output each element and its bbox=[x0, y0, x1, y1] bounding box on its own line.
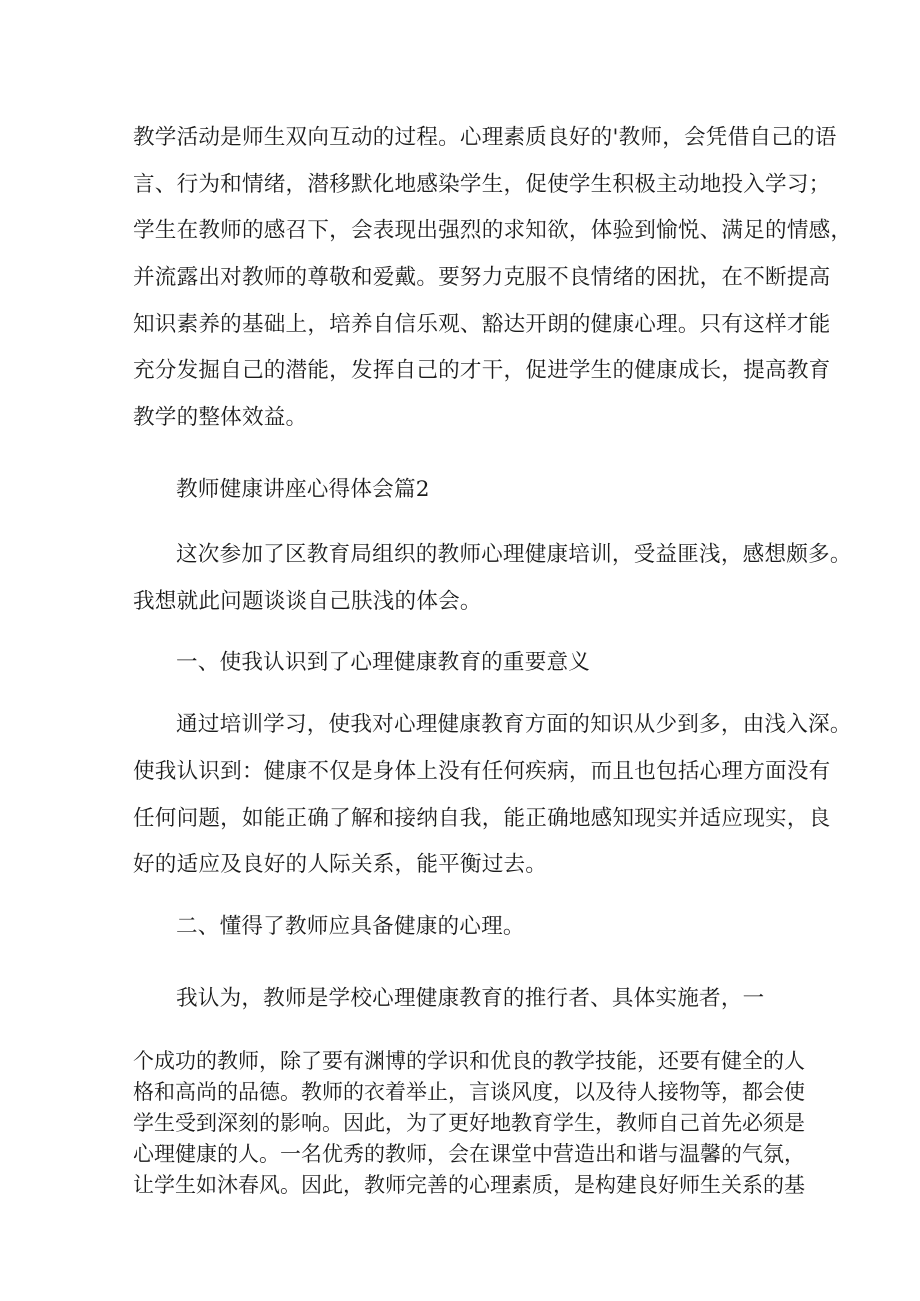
heading-one: 一、使我认识到了心理健康教育的重要意义 bbox=[176, 650, 591, 675]
paragraph-4-line-6: 让学生如沐春风。因此，教师完善的心理素质，是构建良好师生关系的基 bbox=[133, 1173, 805, 1197]
paragraph-4-line-4: 学生受到深刻的影响。因此，为了更好地教育学生，教师自己首先必须是 bbox=[133, 1111, 805, 1135]
paragraph-1-line-7: 教学的整体效益。 bbox=[133, 405, 308, 430]
paragraph-1-line-6: 充分发掘自己的潜能，发挥自己的才干，促进学生的健康成长，提高教育 bbox=[133, 358, 831, 383]
section-title: 教师健康讲座心得体会篇2 bbox=[176, 477, 430, 502]
paragraph-4-line-3: 格和高尚的品德。教师的衣着举止，言谈风度，以及待人接物等，都会使 bbox=[133, 1080, 805, 1104]
paragraph-1-line-3: 学生在教师的感召下，会表现出强烈的求知欲，体验到愉悦、满足的情感， bbox=[133, 218, 853, 243]
heading-two: 二、懂得了教师应具备健康的心理。 bbox=[176, 914, 525, 939]
paragraph-3-line-2: 使我认识到：健康不仅是身体上没有任何疾病，而且也包括心理方面没有 bbox=[133, 759, 831, 784]
paragraph-2-line-1: 这次参加了区教育局组织的教师心理健康培训，受益匪浅，感想颇多。 bbox=[176, 542, 852, 567]
paragraph-1-line-1: 教学活动是师生双向互动的过程。心理素质良好的'教师，会凭借自己的语 bbox=[133, 125, 837, 150]
paragraph-3-line-4: 好的适应及良好的人际关系，能平衡过去。 bbox=[133, 852, 548, 877]
paragraph-4-line-2: 个成功的教师，除了要有渊博的学识和优良的教学技能，还要有健全的人 bbox=[133, 1049, 805, 1073]
paragraph-2-line-2: 我想就此问题谈谈自己肤浅的体会。 bbox=[133, 589, 482, 614]
paragraph-3-line-3: 任何问题，如能正确了解和接纳自我，能正确地感知现实并适应现实，良 bbox=[133, 806, 831, 831]
paragraph-1-line-4: 并流露出对教师的尊敬和爱戴。要努力克服不良情绪的困扰，在不断提高 bbox=[133, 265, 831, 290]
paragraph-3-line-1: 通过培训学习，使我对心理健康教育方面的知识从少到多，由浅入深。 bbox=[176, 712, 852, 737]
paragraph-1-line-2: 言、行为和情绪，潜移默化地感染学生，促使学生积极主动地投入学习； bbox=[133, 172, 831, 197]
paragraph-4-line-5: 心理健康的人。一名优秀的教师，会在课堂中营造出和谐与温馨的气氛， bbox=[133, 1142, 805, 1166]
paragraph-1-line-5: 知识素养的基础上，培养自信乐观、豁达开朗的健康心理。只有这样才能 bbox=[133, 312, 831, 337]
paragraph-4-line-1: 我认为，教师是学校心理健康教育的推行者、具体实施者，一 bbox=[176, 986, 765, 1011]
